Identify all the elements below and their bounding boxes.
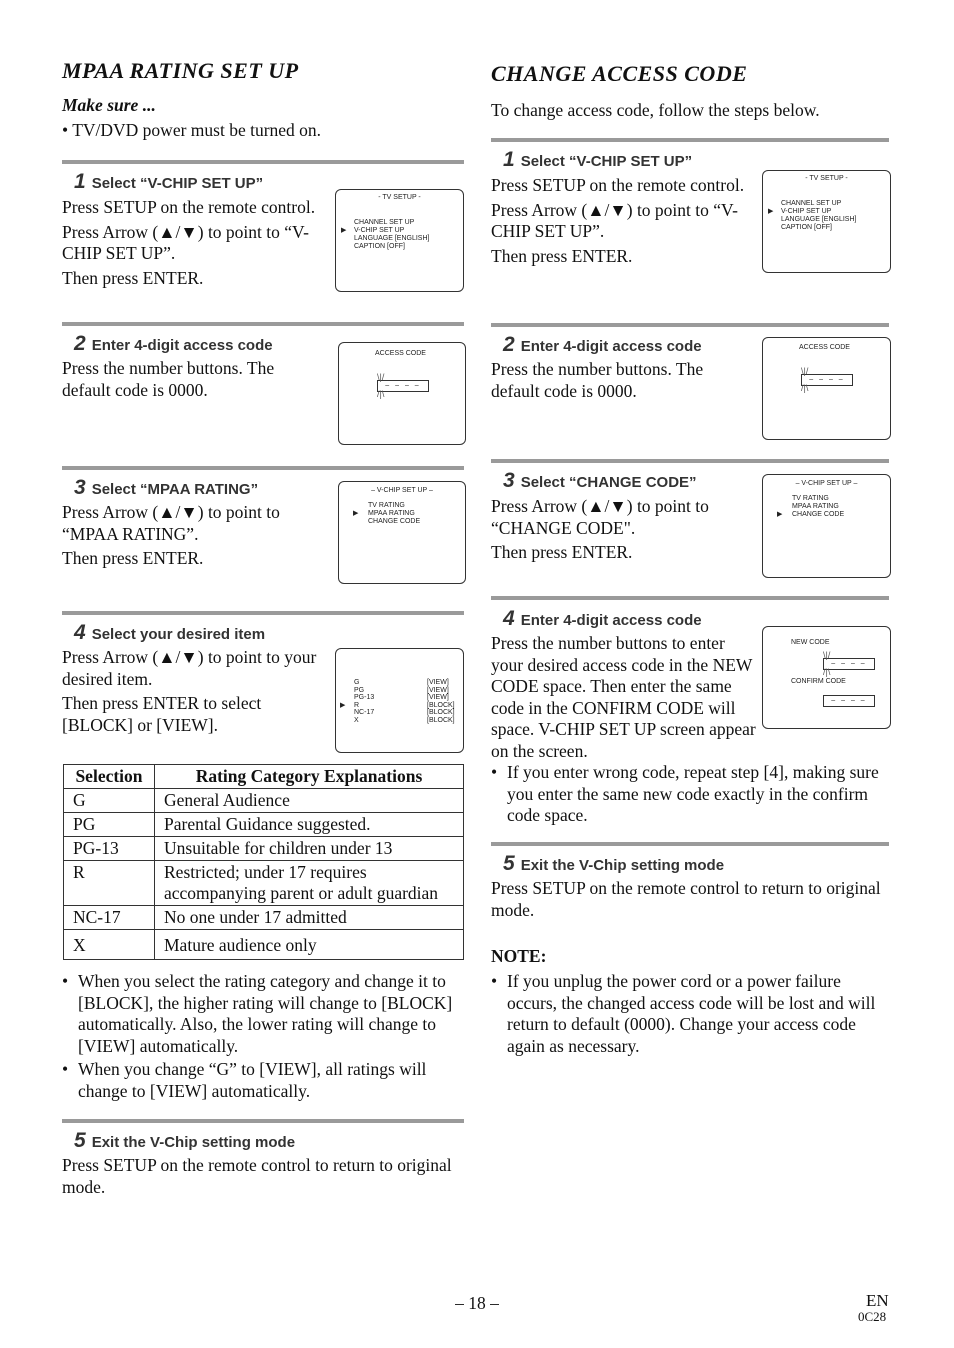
table-header: Selection — [64, 765, 155, 789]
step-line: Then press ENTER to select [BLOCK] or [VIEW]. — [62, 693, 262, 735]
access-code-field: – – – – — [801, 374, 853, 386]
sparkle-icon: \|/ — [377, 372, 385, 382]
vchip-setup-screen — [338, 481, 466, 584]
divider — [62, 466, 464, 470]
step-number: 1 — [74, 170, 86, 193]
table-row — [64, 837, 464, 861]
pointer-icon: ▶ — [340, 702, 346, 709]
new-code-field: – – – – — [823, 658, 875, 670]
left-section-title: MPAA RATING SET UP — [62, 58, 299, 83]
right-step-3-heading — [503, 469, 697, 493]
step-line: Then press ENTER. — [491, 542, 633, 562]
make-sure-item — [62, 120, 321, 141]
left-step-2-heading — [74, 332, 273, 356]
table-cell: Mature audience only — [155, 930, 464, 960]
table-cell: General Audience — [155, 789, 464, 813]
screen-title: ACCESS CODE — [799, 344, 850, 351]
step-number: 5 — [503, 852, 515, 875]
access-code-field: – – – – — [377, 380, 429, 392]
divider — [491, 323, 889, 327]
screen-item: CHANGE CODE — [368, 518, 421, 525]
tv-setup-screen — [762, 170, 891, 273]
right-step-5-heading — [503, 852, 724, 876]
screen-item: MPAA RATING — [792, 503, 839, 510]
step-line: Press Arrow (▲/▼) to point to “MPAA RATING”. — [62, 502, 280, 544]
step-title: Enter 4-digit access code — [91, 337, 273, 354]
table-cell: Unsuitable for children under 13 — [155, 837, 464, 861]
screen-item: TV RATING — [792, 495, 829, 502]
rating-table — [63, 764, 464, 960]
table-cell: PG — [64, 813, 155, 837]
screen-title: – V-CHIP SET UP – — [795, 480, 858, 487]
table-cell: Parental Guidance suggested. — [155, 813, 464, 837]
screen-title: ACCESS CODE — [375, 350, 426, 357]
rating-value: [VIEW] — [427, 686, 449, 694]
screen-item: LANGUAGE [ENGLISH] — [781, 216, 857, 223]
confirm-code-label: CONFIRM CODE — [791, 678, 846, 685]
step-line: Press Arrow (▲/▼) to point to “V-CHIP SET UP”. — [62, 221, 309, 263]
table-cell: X — [64, 930, 155, 960]
note-title: NOTE: — [491, 946, 547, 966]
vchip-setup-screen — [762, 474, 891, 578]
right-step-4-text — [491, 633, 761, 765]
divider — [62, 160, 464, 164]
pointer-icon: ▶ — [341, 227, 347, 234]
step-line: Press the number buttons. The default code is 0000. — [491, 359, 704, 401]
step-number: 3 — [503, 469, 515, 492]
step-number: 3 — [74, 476, 86, 499]
left-step-1-heading — [74, 170, 263, 194]
step-number: 4 — [503, 607, 515, 630]
rating-label: PG — [354, 686, 365, 694]
step-line: Press SETUP on the remote control to return to original mode. — [491, 878, 881, 920]
divider — [62, 611, 464, 615]
divider — [491, 842, 889, 846]
table-cell: PG-13 — [64, 837, 155, 861]
right-step-5-text — [491, 878, 891, 924]
screen-item: V-CHIP SET UP — [354, 227, 405, 234]
table-cell: No one under 17 admitted — [155, 906, 464, 930]
pointer-icon: ▶ — [768, 208, 774, 215]
rating-value: [VIEW] — [427, 694, 449, 701]
left-step-3-heading — [74, 476, 258, 500]
step-number: 1 — [503, 148, 515, 171]
step-title: Select “V-CHIP SET UP” — [520, 153, 693, 170]
access-code-screen — [338, 342, 466, 445]
left-bullets — [62, 971, 467, 1104]
step-line: Press SETUP on the remote control. — [62, 197, 316, 217]
screen-title: - TV SETUP - — [378, 194, 421, 201]
sparkle-icon: /|\ — [823, 667, 831, 677]
pointer-icon: ▶ — [353, 510, 359, 517]
list-item — [491, 762, 886, 827]
step-line: Press the number buttons. The default code is 0000. — [62, 358, 275, 400]
step-line: Then press ENTER. — [491, 245, 633, 266]
step-line: Press SETUP on the remote control to return to original mode. — [62, 1155, 452, 1197]
step-title: Select “CHANGE CODE” — [520, 474, 697, 491]
screen-title: - TV SETUP - — [805, 175, 848, 182]
step-number: 5 — [74, 1129, 86, 1152]
bullet-text: If you unplug the power cord or a power failure occurs, the changed access code will be lost and will return to default (0000). Change your access code again as necessary. — [507, 971, 876, 1056]
divider — [62, 1119, 464, 1123]
table-row — [64, 813, 464, 837]
bullet-text: If you enter wrong code, repeat step [4], making sure you enter the same new code exactly in the confirm code space. — [507, 762, 879, 825]
access-code-screen — [762, 337, 891, 440]
sparkle-icon: /|\ — [377, 389, 385, 399]
screen-item: CHANNEL SET UP — [354, 219, 415, 226]
table-header-row — [64, 765, 464, 789]
screen-item: MPAA RATING — [368, 510, 415, 517]
new-code-screen — [762, 626, 891, 729]
table-row — [64, 930, 464, 960]
step-title: Exit the V-Chip setting mode — [520, 857, 725, 874]
rating-value: [BLOCK] — [427, 701, 455, 709]
screen-item: TV RATING — [368, 502, 405, 509]
bullet-icon: • — [62, 120, 69, 140]
rating-value: [VIEW] — [427, 679, 449, 686]
left-step-3-text — [62, 502, 327, 573]
table-header: Rating Category Explanations — [155, 765, 464, 789]
table-row — [64, 861, 464, 906]
divider — [62, 322, 464, 326]
screen-title: – V-CHIP SET UP – — [371, 487, 433, 494]
right-step-1-heading — [503, 148, 692, 172]
confirm-code-field: – – – – — [823, 695, 875, 707]
screen-item: V-CHIP SET UP — [781, 208, 832, 215]
screen-item: CHANGE CODE — [792, 511, 845, 518]
left-step-5-text — [62, 1155, 466, 1201]
screen-item: CHANNEL SET UP — [781, 200, 842, 207]
make-sure-heading: Make sure ... — [62, 95, 156, 115]
step-line: Press the number buttons to enter your desired access code in the NEW CODE space. Then enter the same code in the CONFIRM CODE will space. V-CHIP SET UP screen appear on the screen. — [491, 633, 756, 761]
right-step-1-text — [491, 175, 753, 270]
sparkle-icon: \|/ — [801, 366, 809, 376]
bullet-icon: • — [491, 971, 498, 991]
step-number: 2 — [74, 332, 86, 355]
step-line: Then press ENTER. — [62, 548, 204, 568]
table-cell: NC-17 — [64, 906, 155, 930]
right-step-2-text — [491, 359, 753, 405]
bullet-text: When you select the rating category and change it to [BLOCK], the higher rating will change to [BLOCK] automatically. Also, the lower rating will change to [VIEW] automatically. — [78, 971, 453, 1056]
step-line: Press Arrow (▲/▼) to point to “CHANGE CODE". — [491, 496, 709, 538]
new-code-label: NEW CODE — [791, 639, 830, 646]
table-row — [64, 789, 464, 813]
step-title: Enter 4-digit access code — [520, 612, 702, 629]
table-row — [64, 906, 464, 930]
bullet-icon: • — [62, 971, 69, 991]
divider — [491, 596, 889, 600]
make-sure-text: TV/DVD power must be turned on. — [72, 120, 322, 140]
step-title: Select “V-CHIP SET UP” — [91, 175, 264, 192]
step-line: Press SETUP on the remote control. — [491, 175, 745, 195]
tv-setup-screen — [335, 189, 464, 292]
divider — [491, 459, 889, 463]
language-label: EN — [866, 1291, 889, 1310]
right-section-title: CHANGE ACCESS CODE — [491, 61, 748, 86]
table-cell: G — [64, 789, 155, 813]
list-item — [62, 971, 467, 1057]
rating-label: R — [354, 701, 360, 709]
right-step-4-heading — [503, 607, 702, 631]
left-step-5-heading — [74, 1129, 295, 1153]
rating-label: PG-13 — [354, 694, 375, 701]
step-line: Press Arrow (▲/▼) to point to “V-CHIP SET UP”. — [491, 199, 738, 241]
pointer-icon: ▶ — [777, 511, 783, 518]
left-step-4-heading — [74, 621, 265, 645]
note-bullets — [491, 971, 881, 1059]
left-step-1-text — [62, 197, 334, 292]
right-intro: To change access code, follow the steps below. — [491, 100, 820, 120]
bullet-icon: • — [491, 762, 498, 782]
screen-item: CAPTION [OFF] — [781, 224, 832, 231]
right-step-2-heading — [503, 333, 702, 357]
ratings-screen — [335, 648, 464, 753]
step-title: Select “MPAA RATING” — [91, 481, 259, 498]
step-title: Exit the V-Chip setting mode — [91, 1134, 296, 1151]
step-title: Select your desired item — [91, 626, 266, 643]
step-line: Press Arrow (▲/▼) to point to your desired item. — [62, 647, 317, 689]
sparkle-icon: \|/ — [823, 650, 831, 660]
right-step-3-text — [491, 496, 753, 567]
table-cell: R — [64, 861, 155, 906]
divider — [491, 138, 889, 142]
right-step-4-bullets — [491, 762, 886, 829]
rating-label: G — [354, 679, 360, 686]
page-number: – 18 – — [455, 1293, 499, 1313]
step-title: Enter 4-digit access code — [520, 338, 702, 355]
screen-item: CAPTION [OFF] — [354, 243, 405, 250]
list-item — [62, 1059, 467, 1102]
step-number: 2 — [503, 333, 515, 356]
rating-value: [BLOCK] — [427, 716, 455, 724]
left-step-4-text — [62, 647, 332, 739]
rating-label: X — [354, 716, 359, 724]
rating-value: [BLOCK] — [427, 709, 455, 716]
table-cell: Restricted; under 17 requires accompanying parent or adult guardian — [155, 861, 464, 906]
screen-item: LANGUAGE [ENGLISH] — [354, 235, 430, 242]
bullet-text: When you change “G” to [VIEW], all ratings will change to [VIEW] automatically. — [78, 1059, 427, 1101]
step-line: Then press ENTER. — [62, 267, 204, 288]
list-item — [491, 971, 881, 1057]
rating-label: NC-17 — [354, 709, 375, 716]
bullet-icon: • — [62, 1059, 69, 1079]
model-code: 0C28 — [858, 1309, 887, 1324]
sparkle-icon: /|\ — [801, 383, 809, 393]
left-step-2-text — [62, 358, 327, 404]
step-number: 4 — [74, 621, 86, 644]
